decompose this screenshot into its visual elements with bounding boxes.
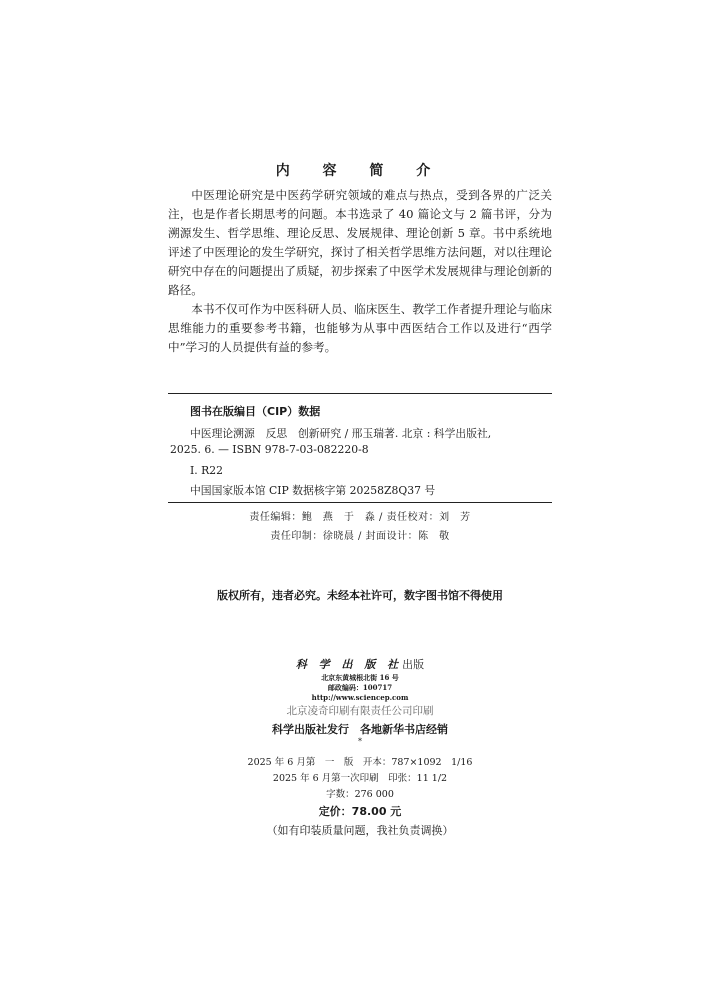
cip-line: 2025. 6. — ISBN 978-7-03-082220-8 [170, 443, 369, 456]
cip-top-rule [168, 393, 552, 394]
printing-info: 2025 年 6 月第一次印刷 印张：11 1/2 [272, 773, 448, 784]
publisher-postcode: 邮政编码：100717 [327, 683, 393, 692]
staff-editors: 责任编辑：鲍 燕 于 淼 / 责任校对：刘 芳 [249, 512, 471, 523]
copyright-notice: 版权所有，违者必究。未经本社许可，数字图书馆不得使用 [217, 589, 503, 602]
abstract [168, 186, 552, 357]
price: 定价：78.00 元 [318, 805, 402, 818]
abstract-paragraph: 本书不仅可作为中医科研人员、临床医生、教学工作者提升理论与临床思维能力的重要参考书籍，也能够为从事中西医结合工作以及进行“西学中”学习的人员提供有益的参考。 [168, 302, 552, 354]
distribution-line: 科学出版社发行 各地新华书店经销 [272, 723, 448, 736]
cip-line: 中国国家版本馆 CIP 数据核字第 20258Z8Q37 号 [190, 484, 436, 497]
cip-heading: 图书在版编目（CIP）数据 [190, 405, 321, 418]
publisher-suffix: 出版 [402, 658, 425, 671]
publisher-address: 北京东黄城根北街 16 号 [321, 673, 399, 682]
staff-production: 责任印制：徐晓晨 / 封面设计：陈 敬 [270, 531, 450, 542]
edition-info: 2025 年 6 月第 一 版 开本：787×1092 1/16 [247, 757, 473, 768]
abstract-paragraph: 中医理论研究是中医药学研究领域的难点与热点，受到各界的广泛关注，也是作者长期思考的问题。本书选录了 40 篇论文与 2 篇书评，分为溯源发生、哲学思维、理论反思、发展规律、理论创新 5 章。书中系统地评述了中医理论的发生学研究，探讨了相关哲学思维方法问题，对以往理论研究中存在的问题提出了质疑，初步探索了中医学术发展规律与理论创新的路径。 [168, 188, 552, 297]
quality-note: （如有印装质量问题，我社负责调换） [266, 824, 454, 837]
publisher-name [0, 656, 720, 672]
publisher-logo: 科 学 出 版 社 [295, 658, 403, 671]
publisher-website: http://www.sciencep.com [311, 693, 409, 702]
cip-line: Ⅰ. R22 [190, 464, 223, 477]
printer-name: 北京凌奇印刷有限责任公司印刷 [286, 705, 434, 717]
cip-line: 中医理论溯源 反思 创新研究 / 邢玉瑞著. 北京 : 科学出版社, [190, 427, 492, 440]
word-count: 字数：276 000 [326, 789, 394, 800]
cip-bottom-rule [168, 502, 552, 503]
separator-star: * [358, 737, 362, 746]
page-title: 内 容 简 介 [275, 163, 445, 179]
